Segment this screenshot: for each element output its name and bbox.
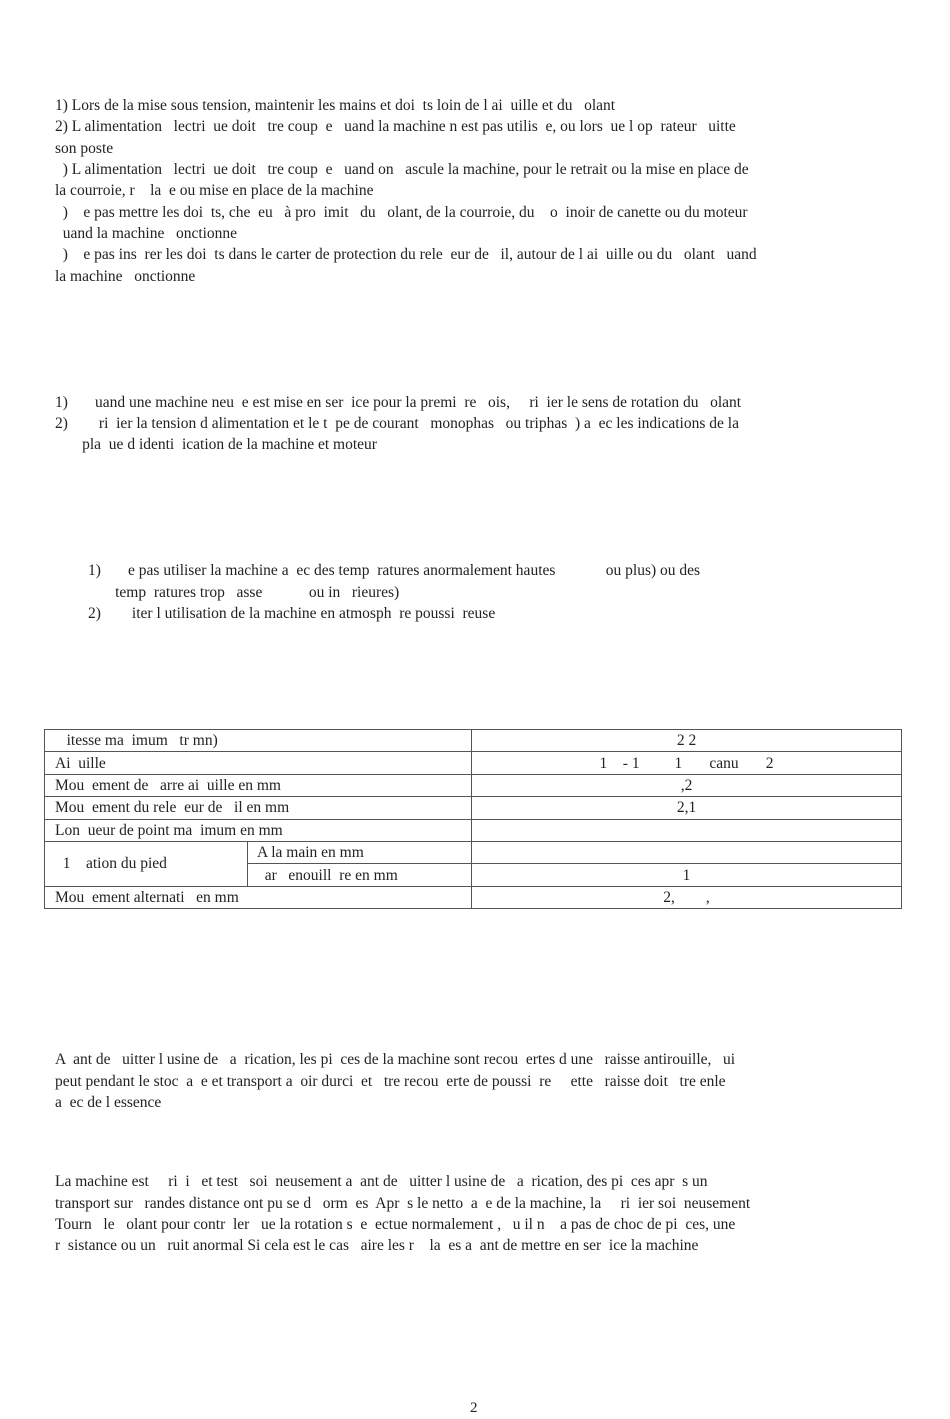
spec-group-label: 1 ation du pied xyxy=(45,841,248,886)
table-row xyxy=(45,730,902,752)
table-row xyxy=(45,797,902,819)
safety-line: 1) Lors de la mise sous tension, maintenir les mains et doi ts loin de l ai uille et du olant xyxy=(55,97,616,114)
spec-value: 2 2 xyxy=(472,730,902,752)
safety-line: son poste xyxy=(55,140,114,157)
spec-value: 2, , xyxy=(472,886,902,908)
safety-line: uand la machine onctionne xyxy=(55,225,238,242)
table-row xyxy=(45,841,902,863)
environment-line: 1) e pas utiliser la machine a ec des temp ratures anormalement hautes ou plus) ou des xyxy=(88,562,701,579)
safety-line: ) e pas ins rer les doi ts dans le carter de protection du rele eur de il, autour de l ai uille ou du olant uand xyxy=(55,246,757,263)
spec-sub-label: A la main en mm xyxy=(248,841,472,863)
spec-value: 2,1 xyxy=(472,797,902,819)
check-line: r sistance ou un ruit anormal Si cela est le cas aire les r la es a ant de mettre en ser ice la machine xyxy=(55,1237,699,1254)
check-line: Tourn le olant pour contr ler ue la rotation s e ectue normalement , u il n a pas de choc de pi ces, une xyxy=(55,1216,736,1233)
spec-value: ,2 xyxy=(472,774,902,796)
safety-line: ) e pas mettre les doi ts, che eu à pro imit du olant, de la courroie, du o inoir de canette ou du moteur xyxy=(55,204,748,221)
check-line: transport sur randes distance ont pu se d orm es Apr s le netto a e de la machine, la ri ier soi neusement xyxy=(55,1195,751,1212)
spec-value xyxy=(472,841,902,863)
install-line: 2) ri ier la tension d alimentation et le t pe de courant monophas ou triphas ) a ec les indications de la xyxy=(55,415,739,432)
spec-sub-label: ar enouill re en mm xyxy=(248,864,472,886)
spec-label: Lon ueur de point ma imum en mm xyxy=(45,819,472,841)
safety-line: 2) L alimentation lectri ue doit tre coup e uand la machine n est pas utilis e, ou lors ue l op rateur uitte xyxy=(55,118,736,135)
table-row xyxy=(45,886,902,908)
install-line: pla ue d identi ication de la machine et moteur xyxy=(55,436,377,453)
spec-label: Mou ement du rele eur de il en mm xyxy=(45,797,472,819)
spec-value xyxy=(472,819,902,841)
spec-value: 1 - 1 1 canu 2 xyxy=(472,752,902,774)
environment-line: temp ratures trop asse ou in rieures) xyxy=(88,584,400,601)
page-number: 2 xyxy=(470,1400,478,1416)
check-line: La machine est ri i et test soi neusement a ant de uitter l usine de a rication, des pi ces apr s un xyxy=(55,1173,708,1190)
safety-line: la machine onctionne xyxy=(55,268,196,285)
safety-line: la courroie, r la e ou mise en place de la machine xyxy=(55,182,374,199)
spec-label: Mou ement de arre ai uille en mm xyxy=(45,774,472,796)
grease-line: peut pendant le stoc a e et transport a oir durci et tre recou erte de poussi re ette raisse doit tre enle xyxy=(55,1073,726,1090)
spec-label: Ai uille xyxy=(45,752,472,774)
table-row xyxy=(45,774,902,796)
spec-table xyxy=(44,729,902,909)
environment-line: 2) iter l utilisation de la machine en atmosph re poussi reuse xyxy=(88,605,496,622)
spec-value: 1 xyxy=(472,864,902,886)
table-row xyxy=(45,752,902,774)
grease-line: A ant de uitter l usine de a rication, les pi ces de la machine sont recou ertes d une raisse antirouille, ui xyxy=(55,1051,736,1068)
spec-label: itesse ma imum tr mn) xyxy=(45,730,472,752)
spec-label: Mou ement alternati en mm xyxy=(45,886,472,908)
safety-line: ) L alimentation lectri ue doit tre coup e uand on ascule la machine, pour le retrait ou la mise en place de xyxy=(55,161,749,178)
table-row xyxy=(45,819,902,841)
grease-line: a ec de l essence xyxy=(55,1094,162,1111)
install-line: 1) uand une machine neu e est mise en ser ice pour la premi re ois, ri ier le sens de rotation du olant xyxy=(55,394,742,411)
